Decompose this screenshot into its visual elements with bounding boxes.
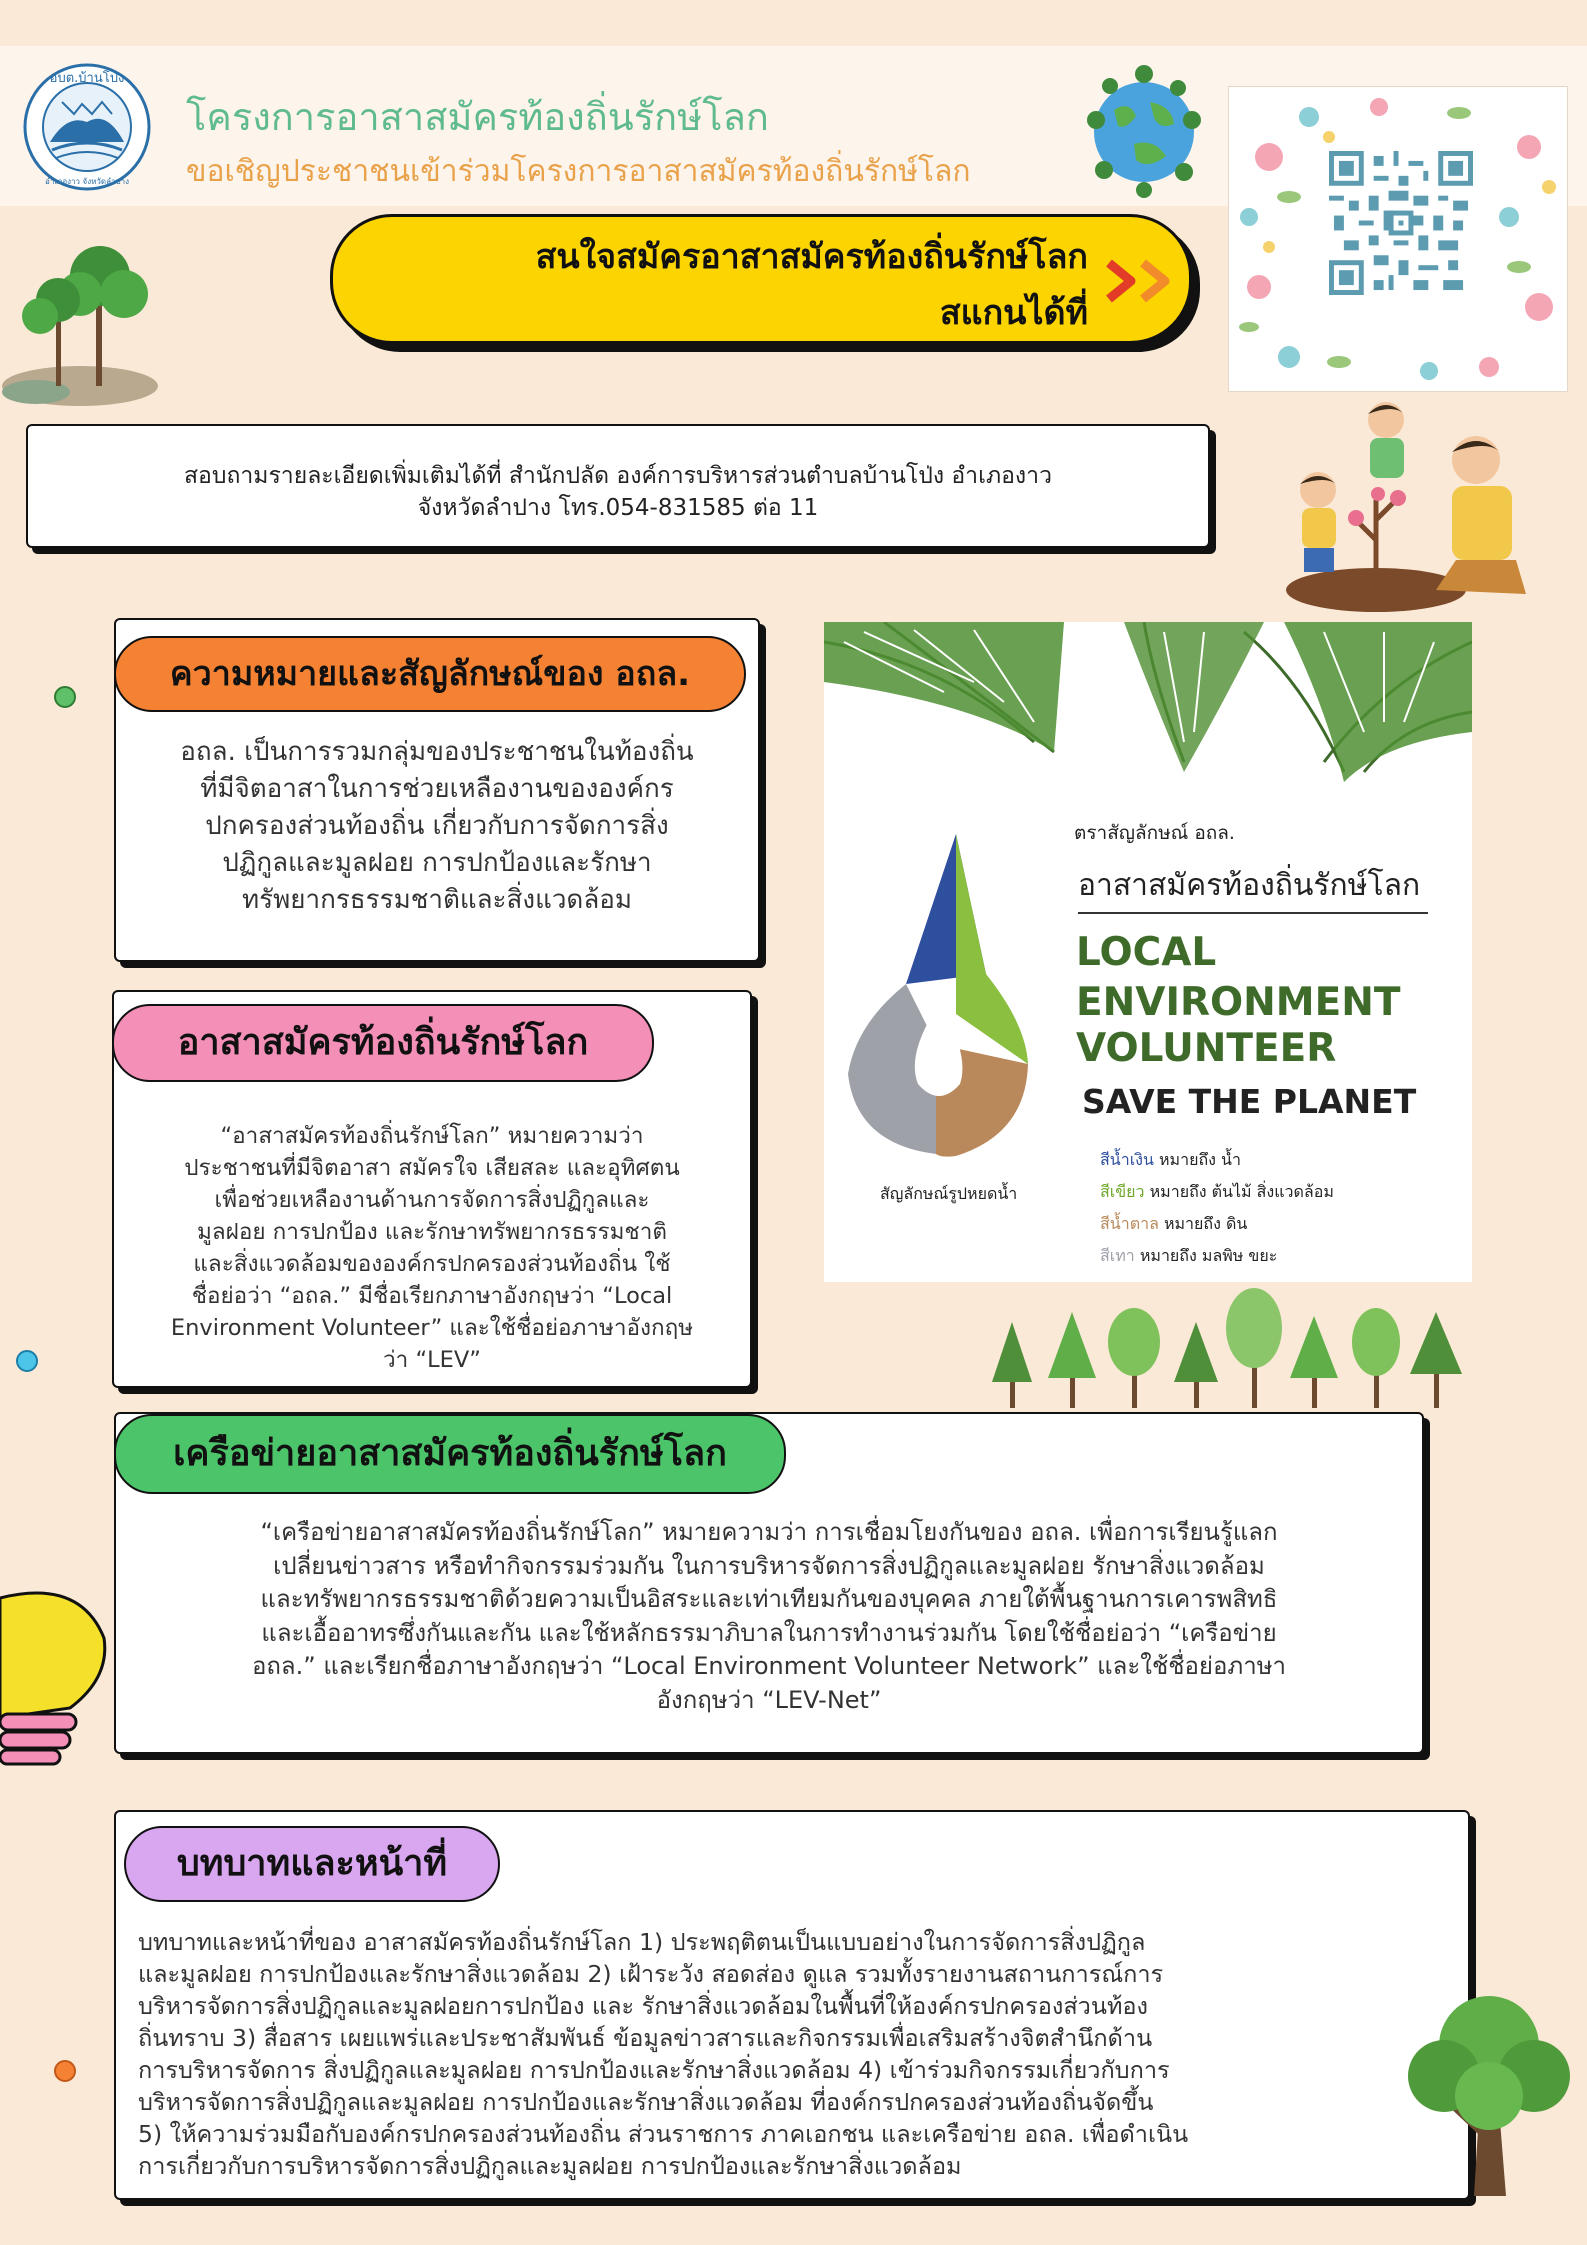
volunteer-line: และสิ่งแวดล้อมขององค์กรปกครองส่วนท้องถิ่น ใช้ (193, 1251, 671, 1277)
qr-card (1228, 86, 1568, 392)
legend-meaning: หมายถึง มลพิษ ขยะ (1134, 1246, 1278, 1265)
decor-dot-green (54, 686, 76, 708)
roles-line: การเกี่ยวกับการบริหารจัดการสิ่งปฏิกูลและมูลฝอย การปกป้องและรักษาสิ่งแวดล้อม (138, 2152, 962, 2180)
meaning-line: อถล. เป็นการรวมกลุ่มของประชาชนในท้องถิ่น (180, 737, 694, 767)
decor-dot-blue (16, 1350, 38, 1372)
volunteer-line: ประชาชนที่มีจิตอาสา สมัครใจ เสียสละ และอุทิศตน (184, 1155, 680, 1181)
municipality-seal-icon (22, 62, 152, 192)
lev-symbol-panel (824, 622, 1472, 1282)
legend-gray (1100, 1244, 1277, 1269)
legend-meaning: หมายถึง ต้นไม้ สิ่งแวดล้อม (1144, 1182, 1334, 1201)
divider (1078, 912, 1428, 914)
tree-icon (0, 236, 160, 406)
light-bulb-icon (0, 1568, 120, 1768)
legend-blue (1100, 1148, 1241, 1173)
network-line: อถล.” และเรียกชื่อภาษาอังกฤษว่า “Local Environment Volunteer Network” และใช้ชื่อย่อภาษา (251, 1652, 1286, 1680)
contact-line-1: สอบถามรายละเอียดเพิ่มเติมได้ที่ สำนักปลัด องค์การบริหารส่วนตำบลบ้านโป่ง อำเภองาว (184, 463, 1052, 489)
volunteer-line: ว่า “LEV” (383, 1347, 481, 1373)
tree-icon (1394, 1986, 1584, 2206)
lev-water-drop-icon (836, 834, 1042, 1164)
contact-info-box (26, 424, 1210, 548)
contact-line-2: จังหวัดลำปาง โทร.054-831585 ต่อ 11 (417, 495, 819, 521)
meaning-line: ปกครองส่วนท้องถิ่น เกี่ยวกับการจัดการสิ่ง (205, 811, 669, 841)
meaning-line: ทรัพยากรธรรมชาติและสิ่งแวดล้อม (242, 885, 632, 915)
roles-body (138, 1926, 1388, 2182)
legend-green (1100, 1180, 1334, 1205)
legend-color-name: สีน้ำตาล (1100, 1214, 1159, 1233)
legend-color-name: สีเทา (1100, 1246, 1135, 1265)
lev-save-planet: SAVE THE PLANET (1082, 1082, 1417, 1121)
qr-code-icon[interactable] (1329, 151, 1473, 295)
network-heading: เครือข่ายอาสาสมัครท้องถิ่นรักษ์โลก (114, 1414, 786, 1494)
volunteer-line: ชื่อย่อว่า “อถล.” มีชื่อเรียกภาษาอังกฤษว่า “Local (191, 1283, 673, 1309)
meaning-line: ปฏิกูลและมูลฝอย การปกป้องและรักษา (222, 848, 652, 878)
roles-line: ถิ่นทราบ 3) สื่อสาร เผยแพร่และประชาสัมพันธ์ ข้อมูลข่าวสารและกิจกรรมเพื่อเสริมสร้างจิตสำนึกด้าน (138, 2024, 1153, 2052)
family-planting-illustration (1266, 390, 1586, 620)
lev-caption: ตราสัญลักษณ์ อถล. (1074, 822, 1235, 844)
palm-leaves-icon (824, 622, 1472, 792)
lev-thai-title: อาสาสมัครท้องถิ่นรักษ์โลก (1078, 868, 1421, 903)
logo-text-top: อบต.บ้านโป่ง (49, 71, 125, 86)
meaning-body (114, 734, 760, 919)
legend-color-name: สีน้ำเงิน (1100, 1150, 1154, 1169)
volunteer-line: Environment Volunteer” และใช้ชื่อย่อภาษาอังกฤษ (170, 1315, 694, 1341)
meaning-line: ที่มีจิตอาสาในการช่วยเหลืองานขององค์กร (200, 774, 674, 804)
volunteer-body (112, 1120, 752, 1376)
lev-en-line-3: VOLUNTEER (1076, 1026, 1337, 1071)
legend-meaning: หมายถึง น้ำ (1153, 1150, 1241, 1169)
roles-line: บริหารจัดการสิ่งปฏิกูลและมูลฝอย การปกป้องและรักษาสิ่งแวดล้อม ที่องค์กรปกครองส่วนท้องถิ่นจัดขึ้น (138, 2088, 1154, 2116)
network-line: และเอื้ออาทรซึ่งกันและกัน และใช้หลักธรรมาภิบาลในการทำงานร่วมกัน โดยใช้ชื่อย่อว่า “เครือข่าย (261, 1618, 1277, 1647)
signup-banner[interactable] (330, 214, 1192, 344)
decor-dot-orange (54, 2060, 76, 2082)
network-line: อังกฤษว่า “LEV-Net” (656, 1685, 882, 1714)
legend-meaning: หมายถึง ดิน (1158, 1214, 1248, 1233)
page-subtitle: ขอเชิญประชาชนเข้าร่วมโครงการอาสาสมัครท้องถิ่นรักษ์โลก (186, 154, 971, 189)
volunteer-heading: อาสาสมัครท้องถิ่นรักษ์โลก (112, 1004, 654, 1082)
meaning-heading: ความหมายและสัญลักษณ์ของ อถล. (114, 636, 746, 712)
volunteer-line: มูลฝอย การปกป้อง และรักษาทรัพยากรธรรมชาติ (197, 1219, 667, 1245)
banner-line-2: สแกนได้ที่ (939, 293, 1088, 333)
lev-en-line-2: ENVIRONMENT (1076, 980, 1401, 1025)
roles-line: บริหารจัดการสิ่งปฏิกูลและมูลฝอยการปกป้อง และ รักษาสิ่งแวดล้อมในพื้นที่ให้องค์กรปกครองส่วนท้อง (138, 1992, 1149, 2020)
tree-row-icon (982, 1282, 1472, 1412)
network-line: และทรัพยากรธรรมชาติด้วยความเป็นอิสระและเท่าเทียมกันของบุคคล ภายใต้พื้นฐานการเคารพสิทธิ (260, 1585, 1278, 1613)
volunteer-line: เพื่อช่วยเหลืองานด้านการจัดการสิ่งปฏิกูลและ (214, 1187, 650, 1213)
volunteer-line: “อาสาสมัครท้องถิ่นรักษ์โลก” หมายความว่า (220, 1123, 644, 1149)
legend-brown (1100, 1212, 1247, 1237)
banner-line-1: สนใจสมัครอาสาสมัครท้องถิ่นรักษ์โลก (535, 237, 1088, 277)
earth-globe-icon (1074, 60, 1214, 200)
network-line: เปลี่ยนข่าวสาร หรือทำกิจกรรมร่วมกัน ในการบริหารจัดการสิ่งปฏิกูลและมูลฝอย รักษาสิ่งแวดล้อม (273, 1551, 1265, 1580)
lev-drop-caption: สัญลักษณ์รูปหยดน้ำ (880, 1184, 1018, 1203)
network-line: “เครือข่ายอาสาสมัครท้องถิ่นรักษ์โลก” หมายความว่า การเชื่อมโยงกันของ อถล. เพื่อการเรียนรู้แลก (260, 1518, 1278, 1546)
lev-en-line-1: LOCAL (1076, 930, 1217, 975)
double-chevron-right-icon (1103, 257, 1187, 305)
logo-text-bottom: อำเภองาว จังหวัดลำปาง (45, 177, 129, 186)
roles-line: บทบาทและหน้าที่ของ อาสาสมัครท้องถิ่นรักษ์โลก 1) ประพฤติตนเป็นแบบอย่างในการจัดการสิ่งปฏิกูล (138, 1928, 1146, 1956)
roles-line: 5) ให้ความร่วมมือกับองค์กรปกครองส่วนท้องถิ่น ส่วนราชการ ภาคเอกชน และเครือข่าย อถล. เพื่อดำเนิน (138, 2120, 1189, 2148)
legend-color-name: สีเขียว (1100, 1182, 1145, 1201)
page-title: โครงการอาสาสมัครท้องถิ่นรักษ์โลก (186, 95, 769, 139)
network-body (114, 1516, 1424, 1717)
roles-heading: บทบาทและหน้าที่ (124, 1826, 500, 1902)
roles-line: และมูลฝอย การปกป้องและรักษาสิ่งแวดล้อม 2) เฝ้าระวัง สอดส่อง ดูแล รวมทั้งรายงานสถานการณ์การ (138, 1960, 1164, 1988)
roles-line: การบริหารจัดการ สิ่งปฏิกูลและมูลฝอย การปกป้องและรักษาสิ่งแวดล้อม 4) เข้าร่วมกิจกรรมเกี่ยวกับการ (138, 2056, 1170, 2084)
